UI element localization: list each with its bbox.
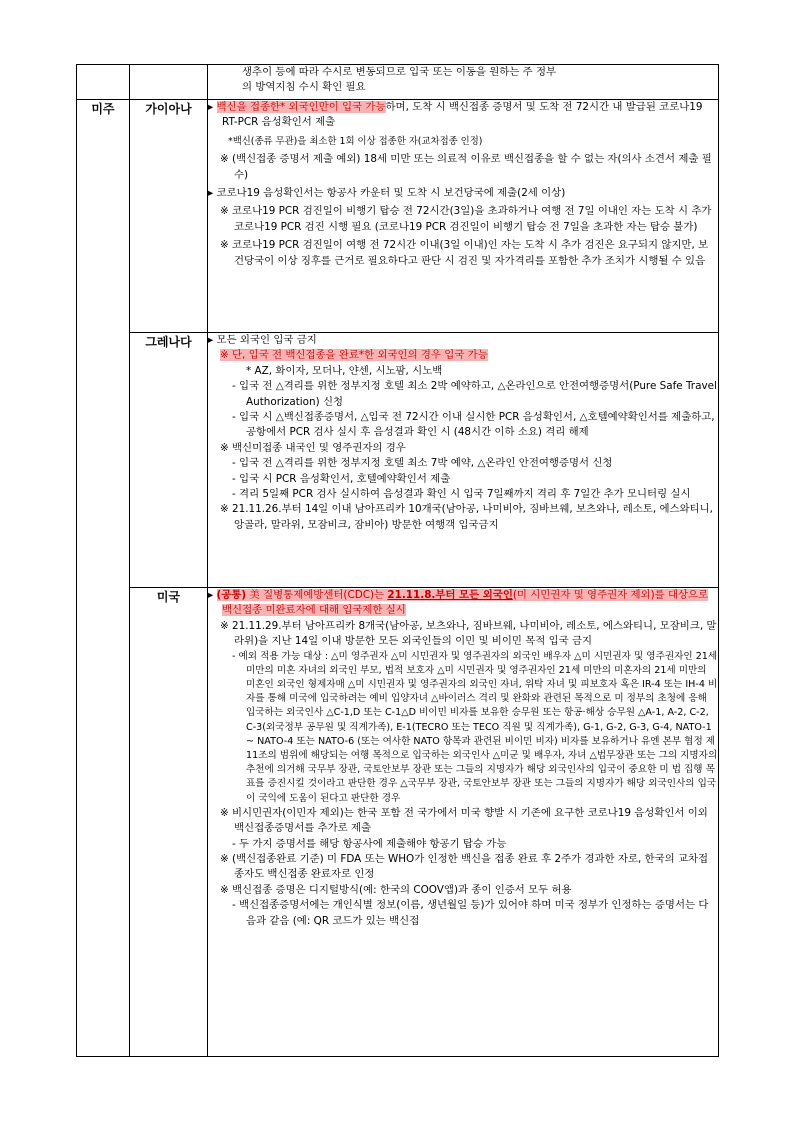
bullet-text: 모든 외국인 입국 금지 xyxy=(216,334,317,346)
bullet-text: 코로나19 음성확인서는 항공사 카운터 및 도착 시 보건당국에 제출(2세 이상) xyxy=(216,187,566,200)
country-cell-guyana xyxy=(130,100,208,333)
bullet-item: ▸ 모든 외국인 입국 금지 xyxy=(208,334,317,346)
content-cell-usa xyxy=(208,588,719,1057)
dash-item: - 예외 적용 가능 대상 : △미 영주권자 △미 시민권자 및 영주권자의 외국인 배우자 △미 시민권자 및 영주권자인 21세 미만의 미혼 자녀의 외국인 부모, 법적 보호자 △미 시민권자 및 영주권자인 21세 미만의 미혼자의 21세 미만의 미혼인 외국인 형제자매 △미 시민권자 및 영주권자의 외국인 자녀, 위탁 자녀 및 피보호자 혹은 IR-4 또는 IH-4 비자를 통해 미국에 입국하려는 예비 입양자녀 △바이러스 격리 및 완화와 관련된 목적으로 미 정부의 초청에 응해 입국하는 외국인사 △C-1,D 또는 C-1△D 비이민 비자를 보유한 승무원 또는 항공·해상 승무원 △A-1, A-2, C-2, C-3(외국정부 공무원 및 직계가족), E-1(TECRO 또는 TECO 직원 및 직계가족), G-1, G-2, G-3, G-4, NATO-1 ~ NATO-4 또는 NATO-6 (또는 여사한 NATO 항목과 관련된 비이민 비자) 비자를 보유하거나 유엔 본부 협정 제11조의 범위에 해당되는 여행 목적으로 입국하는 외국인사 △미군 및 배우자, 자녀 △법무장관 또는 그의 지명자의 추천에 의거해 국무부 장관, 국토안보부 장관 또는 그들의 지명자가 해당 외국인사의 입국이 중요한 미 법 집행 목표를 증진시킬 것이라고 판단한 경우 △국무부 장관, 국토안보부 장관 또는 그들의 지명자가 해당 외국인사의 입국이 국익에 도움이 된다고 판단한 경우 xyxy=(232,650,718,804)
country-cell-empty xyxy=(130,65,208,100)
table-row xyxy=(77,333,719,588)
note-item: ※ 백신접종 증명은 디지털방식(예: 한국의 COOV앱)과 종이 인증서 모두 허용 xyxy=(220,883,572,896)
note-item: ※ 백신미접종 내국인 및 영주권자의 경우 xyxy=(220,441,406,454)
country-name: 미국 xyxy=(156,590,181,604)
highlight-text: ※ 단, 입국 전 백신접종을 완료*한 외국인의 경우 입국 가능 xyxy=(220,349,488,362)
note-item: ※ 21.11.29.부터 남아프리카 8개국(남아공, 보츠와나, 짐바브웨, 나미비아, 레소토, 에스와티니, 모잠비크, 말라위)을 지난 14일 이내 방문한 모든 외국인들의 이민 및 비이민 목적 입국 금지 xyxy=(220,619,717,648)
country-cell-usa xyxy=(130,588,208,1057)
country-name: 가이아나 xyxy=(145,102,192,116)
content-cell-grenada xyxy=(208,333,719,588)
footnote: * AZ, 화이자, 모더나, 얀센, 시노팜, 시노백 xyxy=(246,364,443,377)
dash-item: - 두 가지 증명서를 해당 항공사에 제출해야 항공기 탑승 가능 xyxy=(232,837,507,850)
dash-item: - 격리 5일째 PCR 검사 실시하여 음성결과 확인 시 입국 7일째까지 격리 후 7일간 추가 모니터링 실시 xyxy=(232,488,691,501)
bullet-item: ▸ 백신을 접종한* 외국인만이 입국 가능하며, 도착 시 백신접종 증명서 및 도착 전 72시간 내 발급된 코로나19 RT-PCR 음성확인서 제출 xyxy=(208,101,703,129)
highlight-text: (공통) xyxy=(216,589,247,601)
dash-item: - 입국 전 △격리를 위한 정부지정 호텔 최소 7박 예약, △온라인 안전여행증명서 신청 xyxy=(232,457,613,470)
dash-item: - 입국 시 △백신접종증명서, △입국 전 72시간 이내 실시한 PCR 음성확인서, △호텔예약확인서를 제출하고, 공항에서 PCR 검사 실시 후 음성결과 확인 시 (48시간 이하 소요) 격리 해제 xyxy=(232,411,715,439)
bullet-text: 하며, 도착 시 백신접종 증명서 및 도착 전 72시간 내 발급된 코로나19 RT-PCR 음성확인서 제출 xyxy=(222,101,703,129)
highlight-text: 백신을 접종한* 외국인만이 입국 가능 xyxy=(216,101,386,113)
note-item: ※ (백신접종완료 기준) 미 FDA 또는 WHO가 인정한 백신을 접종 완료 후 2주가 경과한 자로, 한국의 교차접종자도 백신접종 완료자로 인정 xyxy=(220,853,709,881)
region-cell xyxy=(77,100,130,1057)
content-cell-top xyxy=(208,65,719,100)
note-item: ※ 코로나19 PCR 검진일이 비행기 탑승 전 72시간(3일)을 초과하거나 여행 전 7일 이내인 자는 도착 시 추가 코로나19 PCR 검진 시행 필요 (코로나19 PCR 검진일이 비행기 탑승 전 7일을 초과한 자는 탑승 불가) xyxy=(220,205,712,233)
top-line-1: 생추이 등에 따라 수시로 변동되므로 입국 또는 이동을 원하는 주 정부 xyxy=(242,66,557,78)
dash-item: - 입국 전 △격리를 위한 정부지정 호텔 최소 2박 예약하고, △온라인으로 안전여행증명서(Pure Safe Travel Authorization) 신청 xyxy=(232,380,717,408)
entry-restrictions-table xyxy=(76,64,719,1057)
dash-item: - 입국 시 PCR 음성확인서, 호텔예약확인서 제출 xyxy=(232,472,451,485)
table-row xyxy=(77,100,719,333)
note-item: ※ (백신접종 증명서 제출 예외) 18세 미만 또는 의료적 이유로 백신접종을 할 수 없는 자(의사 소견서 제출 필수) xyxy=(220,153,712,181)
table-row xyxy=(77,588,719,1057)
country-cell-grenada xyxy=(130,333,208,588)
note-item xyxy=(208,348,718,363)
country-name: 그레나다 xyxy=(145,335,192,349)
note-item: ※ 비시민권자(이민자 제외)는 한국 포함 전 국가에서 미국 향발 시 기존에 요구한 코로나19 음성확인서 이외 백신접종증명서를 추가로 제출 xyxy=(220,806,708,835)
highlight-text: 美 질병통제예방센터(CDC)는 xyxy=(246,589,388,601)
footnote: *백신(종류 무관)을 최소한 1회 이상 접종한 자(교차접종 인정) xyxy=(228,135,483,147)
bullet-item: ▸ 코로나19 음성확인서는 항공사 카운터 및 도착 시 보건당국에 제출(2세 이상) xyxy=(208,187,566,200)
highlight-text: (미 시민권자 및 영주권자 제외)를 대상으로 백신접종 미완료자에 대해 입국제한 실시 xyxy=(222,589,709,617)
top-line-2: 의 방역지침 수시 확인 필요 xyxy=(242,81,366,94)
note-item: ※ 21.11.26.부터 14일 이내 남아프리카 10개국(남아공, 나미비아, 짐바브웨, 보츠와나, 레소토, 에스와티니, 앙골라, 말라위, 모잠비크, 잠비아) 방문한 여행객 입국금지 xyxy=(220,503,713,531)
content-cell-guyana xyxy=(208,100,719,333)
bullet-item: ▸ (공통) 美 질병통제예방센터(CDC)는 21.11.8.부터 모든 외국인(미 시민권자 및 영주권자 제외)를 대상으로 백신접종 미완료자에 대해 입국제한 실시 xyxy=(208,589,709,617)
note-item: ※ 코로나19 PCR 검진일이 여행 전 72시간 이내(3일 이내)인 자는 도착 시 추가 검진은 요구되지 않지만, 보건당국이 이상 징후를 근거로 필요하다고 판단 시 검진 및 자가격리를 포함한 추가 조치가 시행될 수 있음 xyxy=(220,239,709,267)
dash-item: - 백신접종증명서에는 개인식별 정보(이름, 생년월일 등)가 있어야 하며 미국 정부가 인정하는 증명서는 다음과 같음 (예: QR 코드가 있는 백신접 xyxy=(232,899,709,927)
region-label: 미주 xyxy=(91,102,115,116)
table-row xyxy=(77,65,719,100)
region-cell-empty xyxy=(77,65,130,100)
highlight-text: 21.11.8.부터 모든 외국인 xyxy=(387,589,513,601)
